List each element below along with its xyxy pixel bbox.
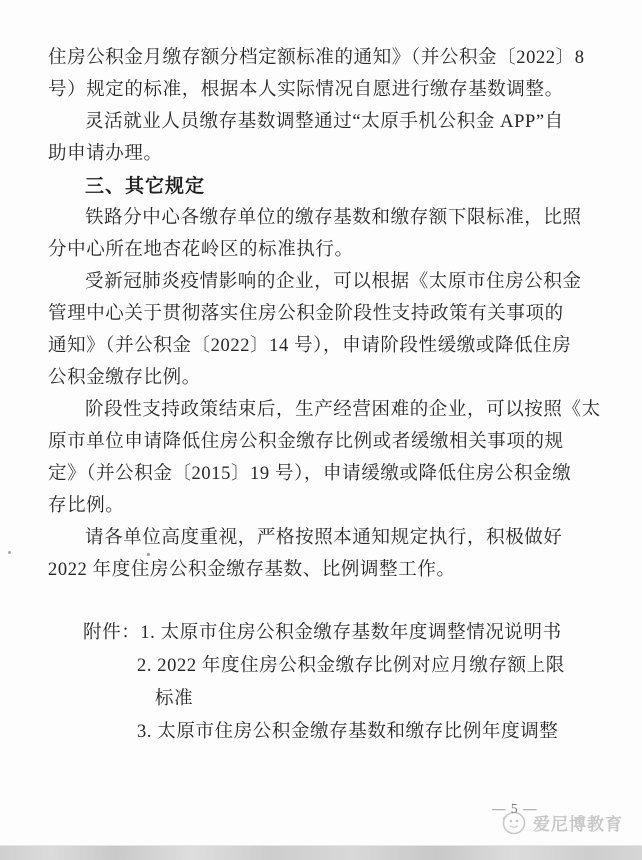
attachment-item-1: 1. 太原市住房公积金缴存基数年度调整情况说明书 bbox=[140, 623, 562, 643]
body-line: 原市单位申请降低住房公积金缴存比例或者缓缴相关事项的规 bbox=[48, 432, 564, 452]
document-body bbox=[48, 42, 601, 749]
body-line: 灵活就业人员缴存基数调整通过“太原手机公积金 APP”自 bbox=[85, 112, 564, 132]
body-line: 管理中心关于贯彻落实住房公积金阶段性支持政策有关事项的 bbox=[48, 304, 564, 324]
body-line: 受新冠肺炎疫情影响的企业，可以根据《太原市住房公积金 bbox=[85, 272, 582, 292]
body-line: 定》（并公积金〔2015〕19 号），申请缓缴或降低住房公积金缴 bbox=[48, 464, 572, 484]
scanner-edge-band bbox=[0, 845, 642, 860]
body-line: 阶段性支持政策结束后，生产经营困难的企业，可以按照《太 bbox=[85, 400, 601, 420]
body-line: 号）规定的标准，根据本人实际情况自愿进行缴存基数调整。 bbox=[48, 80, 564, 100]
body-line: 2022 年度住房公积金缴存基数、比例调整工作。 bbox=[48, 560, 456, 580]
body-line: 请各单位高度重视，严格按照本通知规定执行，积极做好 bbox=[85, 528, 563, 548]
body-line: 铁路分中心各缴存单位的缴存基数和缴存额下限标准，比照 bbox=[85, 208, 582, 228]
watermark-text: 爱尼博教育 bbox=[533, 815, 623, 835]
body-line: 通知》（并公积金〔2022〕14 号），申请阶段性缓缴或降低住房 bbox=[48, 336, 572, 356]
attachment-row bbox=[48, 617, 593, 650]
body-line: 存比例。 bbox=[48, 496, 125, 516]
attachment-item-2-continued: 标准 bbox=[155, 689, 194, 709]
attachments-list bbox=[48, 617, 593, 749]
section-heading: 三、其它规定 bbox=[85, 175, 206, 197]
body-line: 住房公积金月缴存额分档定额标准的通知》（并公积金〔2022〕8 bbox=[48, 48, 585, 68]
page-number: — 5 — bbox=[492, 801, 538, 816]
attachment-item-3: 3. 太原市住房公积金缴存基数和缴存比例年度调整 bbox=[137, 722, 559, 742]
attachments-label: 附件： bbox=[83, 623, 141, 643]
body-line: 公积金缴存比例。 bbox=[48, 368, 201, 388]
scan-speck bbox=[8, 551, 11, 554]
scan-speck bbox=[147, 553, 150, 556]
body-line: 助申请办理。 bbox=[48, 144, 163, 164]
body-line: 分中心所在地杏花岭区的标准执行。 bbox=[48, 240, 354, 260]
attachment-item-2: 2. 2022 年度住房公积金缴存比例对应月缴存额上限 bbox=[137, 656, 565, 676]
